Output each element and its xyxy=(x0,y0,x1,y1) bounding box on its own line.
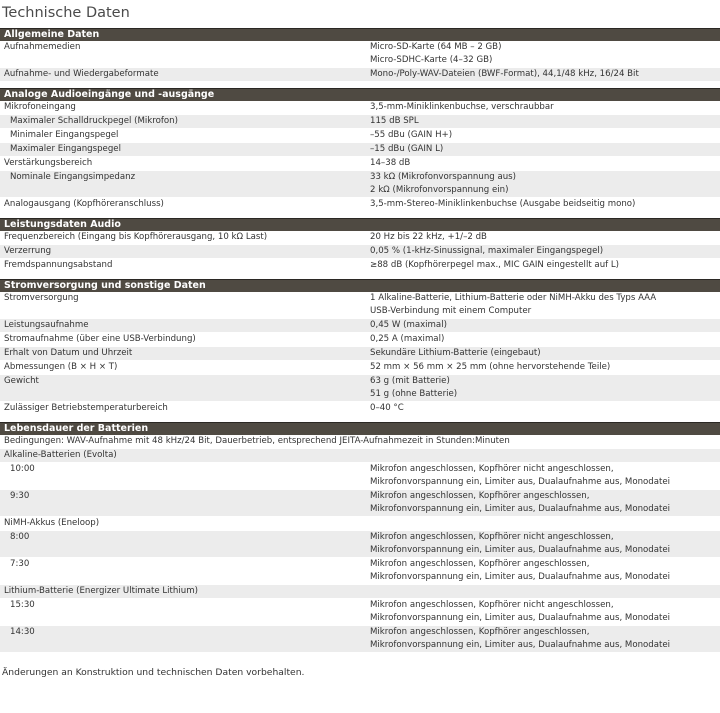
spec-value xyxy=(366,259,720,272)
spec-value-line: 51 g (ohne Batterie) xyxy=(370,389,458,399)
spec-value-line: 33 kΩ (Mikrofonvorspannung aus) xyxy=(370,172,516,182)
spec-label: Lithium-Batterie (Energizer Ultimate Lithium) xyxy=(4,586,198,596)
spec-value-line: Mikrofonvorspannung ein, Limiter aus, Dualaufnahme aus, Monodatei xyxy=(370,477,671,487)
spec-row xyxy=(0,171,720,198)
spec-value-line: Mikrofon angeschlossen, Kopfhörer nicht angeschlossen, xyxy=(370,532,614,542)
spec-label: Stromversorgung xyxy=(4,293,79,303)
spec-value-line: USB-Verbindung mit einem Computer xyxy=(370,306,532,316)
spec-label: Aufnahmemedien xyxy=(4,42,81,52)
spec-value-line: Mikrofon angeschlossen, Kopfhörer angeschlossen, xyxy=(370,627,590,637)
spec-section xyxy=(0,218,720,273)
spec-value xyxy=(366,245,720,258)
spec-section xyxy=(0,28,720,82)
spec-value-line: 14–38 dB xyxy=(370,158,411,168)
spec-value xyxy=(366,171,720,197)
spec-label: Bedingungen: WAV-Aufnahme mit 48 kHz/24 Bit, Dauerbetrieb, entsprechend JEITA-Aufnahmezeit in Stunden:Minuten xyxy=(4,436,510,446)
spec-row xyxy=(0,626,720,653)
section-header: Leistungsdaten Audio xyxy=(0,218,720,231)
spec-label: Mikrofoneingang xyxy=(4,102,76,112)
spec-value-line: Mikrofon angeschlossen, Kopfhörer angeschlossen, xyxy=(370,559,590,569)
spec-label: Zulässiger Betriebstemperaturbereich xyxy=(4,403,168,413)
spec-label: Analogausgang (Kopfhöreranschluss) xyxy=(4,199,164,209)
spec-label: Aufnahme- und Wiedergabeformate xyxy=(4,69,159,79)
section-header: Stromversorgung und sonstige Daten xyxy=(0,279,720,292)
spec-label: Alkaline-Batterien (Evolta) xyxy=(4,450,117,460)
spec-row xyxy=(0,333,720,347)
spec-value-line: Micro-SD-Karte (64 MB – 2 GB) xyxy=(370,42,502,52)
spec-label: Verstärkungsbereich xyxy=(4,158,93,168)
spec-label: 15:30 xyxy=(10,600,35,610)
spec-value-line: Mikrofonvorspannung ein, Limiter aus, Dualaufnahme aus, Monodatei xyxy=(370,613,671,623)
spec-value xyxy=(366,361,720,374)
spec-row xyxy=(0,129,720,143)
spec-label: Fremdspannungsabstand xyxy=(4,260,113,270)
spec-row xyxy=(0,361,720,375)
spec-value xyxy=(366,558,720,584)
spec-label: Maximaler Eingangspegel xyxy=(10,144,121,154)
spec-row xyxy=(0,435,720,449)
spec-row xyxy=(0,463,720,490)
spec-row xyxy=(0,375,720,402)
spec-value-line: Mikrofon angeschlossen, Kopfhörer nicht angeschlossen, xyxy=(370,600,614,610)
spec-value xyxy=(366,231,720,244)
spec-section xyxy=(0,422,720,653)
spec-row xyxy=(0,101,720,115)
spec-label: Abmessungen (B × H × T) xyxy=(4,362,118,372)
spec-row xyxy=(0,531,720,558)
spec-value xyxy=(366,292,720,318)
spec-value-line: 0,05 % (1-kHz-Sinussignal, maximaler Eingangspegel) xyxy=(370,246,604,256)
spec-value xyxy=(366,129,720,142)
spec-value xyxy=(366,347,720,360)
spec-value-line: 52 mm × 56 mm × 25 mm (ohne hervorstehende Teile) xyxy=(370,362,611,372)
spec-label: 14:30 xyxy=(10,627,35,637)
spec-value xyxy=(366,333,720,346)
spec-value-line: Mikrofon angeschlossen, Kopfhörer nicht angeschlossen, xyxy=(370,464,614,474)
spec-value-line: 0–40 °C xyxy=(370,403,404,413)
spec-row xyxy=(0,490,720,517)
spec-label: Gewicht xyxy=(4,376,39,386)
spec-label: 8:00 xyxy=(10,532,30,542)
spec-value-line: 2 kΩ (Mikrofonvorspannung ein) xyxy=(370,185,509,195)
spec-value-line: 1 Alkaline-Batterie, Lithium-Batterie oder NiMH-Akku des Typs AAA xyxy=(370,293,657,303)
spec-row xyxy=(0,143,720,157)
section-header: Allgemeine Daten xyxy=(0,28,720,41)
spec-value xyxy=(366,585,720,598)
spec-value xyxy=(366,375,720,401)
spec-row xyxy=(0,599,720,626)
spec-label: Minimaler Eingangspegel xyxy=(10,130,119,140)
spec-label: Maximaler Schalldruckpegel (Mikrofon) xyxy=(10,116,178,126)
spec-row xyxy=(0,449,720,463)
spec-row xyxy=(0,558,720,585)
spec-value xyxy=(366,68,720,81)
spec-label: Nominale Eingangsimpedanz xyxy=(10,172,136,182)
spec-value-line: Mono-/Poly-WAV-Dateien (BWF-Format), 44,1/48 kHz, 16/24 Bit xyxy=(370,69,639,79)
spec-row xyxy=(0,115,720,129)
spec-row xyxy=(0,231,720,245)
spec-label: 9:30 xyxy=(10,491,30,501)
spec-row xyxy=(0,292,720,319)
spec-row xyxy=(0,198,720,212)
spec-value-line: 63 g (mit Batterie) xyxy=(370,376,450,386)
section-header: Lebensdauer der Batterien xyxy=(0,422,720,435)
spec-section xyxy=(0,88,720,212)
spec-value xyxy=(366,41,720,67)
spec-value-line: –15 dBu (GAIN L) xyxy=(370,144,444,154)
spec-row xyxy=(0,319,720,333)
spec-row xyxy=(0,517,720,531)
spec-value xyxy=(366,599,720,625)
spec-value-line: 0,25 A (maximal) xyxy=(370,334,445,344)
spec-sections xyxy=(0,28,720,653)
spec-value xyxy=(366,157,720,170)
spec-value-line: Mikrofonvorspannung ein, Limiter aus, Dualaufnahme aus, Monodatei xyxy=(370,504,671,514)
spec-value-line: Mikrofonvorspannung ein, Limiter aus, Dualaufnahme aus, Monodatei xyxy=(370,545,671,555)
spec-value xyxy=(366,626,720,652)
spec-value-line: ≥88 dB (Kopfhörerpegel max., MIC GAIN eingestellt auf L) xyxy=(370,260,620,270)
spec-section xyxy=(0,279,720,416)
spec-value-line: Mikrofonvorspannung ein, Limiter aus, Dualaufnahme aus, Monodatei xyxy=(370,640,671,650)
spec-value xyxy=(366,449,720,462)
spec-value xyxy=(366,463,720,489)
spec-row xyxy=(0,347,720,361)
page-title: Technische Daten xyxy=(2,5,130,21)
spec-label: Frequenzbereich (Eingang bis Kopfhörerausgang, 10 kΩ Last) xyxy=(4,232,268,242)
spec-row xyxy=(0,68,720,82)
spec-value-line: –55 dBu (GAIN H+) xyxy=(370,130,453,140)
spec-value-line: 0,45 W (maximal) xyxy=(370,320,447,330)
spec-label: 10:00 xyxy=(10,464,35,474)
spec-label: NiMH-Akkus (Eneloop) xyxy=(4,518,100,528)
spec-value xyxy=(366,115,720,128)
spec-value xyxy=(366,319,720,332)
spec-row xyxy=(0,585,720,599)
spec-label: Leistungsaufnahme xyxy=(4,320,89,330)
spec-value-line: Mikrofonvorspannung ein, Limiter aus, Dualaufnahme aus, Monodatei xyxy=(370,572,671,582)
footnote: Änderungen an Konstruktion und technischen Daten vorbehalten. xyxy=(2,667,305,678)
spec-label: 7:30 xyxy=(10,559,30,569)
spec-value xyxy=(366,531,720,557)
spec-value-line: Sekundäre Lithium-Batterie (eingebaut) xyxy=(370,348,541,358)
spec-label: Erhalt von Datum und Uhrzeit xyxy=(4,348,133,358)
spec-value xyxy=(366,402,720,415)
spec-label: Stromaufnahme (über eine USB-Verbindung) xyxy=(4,334,196,344)
spec-value-line: 3,5-mm-Miniklinkenbuchse, verschraubbar xyxy=(370,102,554,112)
spec-value xyxy=(366,101,720,114)
spec-value-line: 3,5-mm-Stereo-Miniklinkenbuchse (Ausgabe beidseitig mono) xyxy=(370,199,636,209)
spec-row xyxy=(0,245,720,259)
spec-value xyxy=(366,517,720,530)
spec-row xyxy=(0,402,720,416)
spec-value xyxy=(366,143,720,156)
spec-value-line: Mikrofon angeschlossen, Kopfhörer angeschlossen, xyxy=(370,491,590,501)
spec-value xyxy=(366,198,720,211)
spec-value-line: 20 Hz bis 22 kHz, +1/–2 dB xyxy=(370,232,487,242)
section-header: Analoge Audioeingänge und -ausgänge xyxy=(0,88,720,101)
spec-value xyxy=(366,490,720,516)
spec-label: Verzerrung xyxy=(4,246,52,256)
spec-row xyxy=(0,41,720,68)
spec-row xyxy=(0,259,720,273)
spec-row xyxy=(0,157,720,171)
spec-value-line: Micro-SDHC-Karte (4–32 GB) xyxy=(370,55,493,65)
spec-value-line: 115 dB SPL xyxy=(370,116,419,126)
